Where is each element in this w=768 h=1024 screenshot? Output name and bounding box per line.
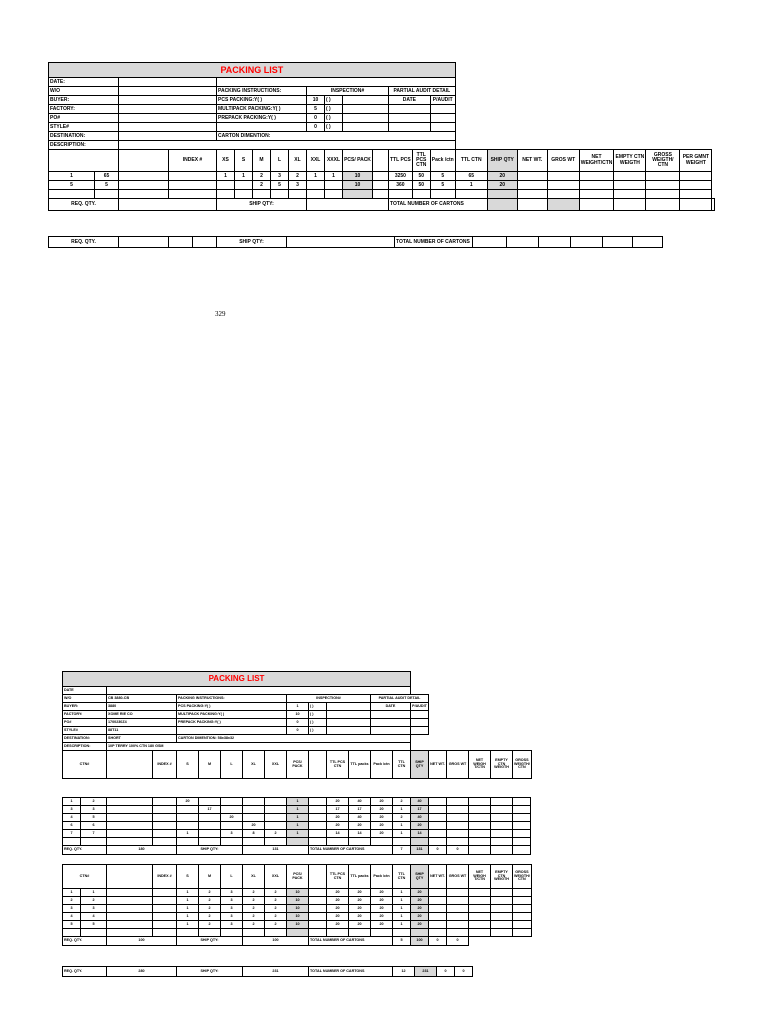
cell-to: 2 [81,897,107,905]
cell-ttl-ctn: 1 [393,889,411,897]
col-xxl: XXL [307,150,325,172]
cell-to: 7 [81,830,107,838]
cell-ship-qty: 20 [411,889,429,897]
col-ctn: CTN# [63,865,107,889]
carton-dimention-label: CARTON DIMENTION: [217,132,456,141]
cell-ship-qty: 20 [411,905,429,913]
cell-from: 1 [63,889,81,897]
cell-s [177,822,199,830]
style-value: 88T11 [107,727,177,735]
req-qty-value: 180 [107,846,177,855]
req-qty-label: REQ. QTY. [63,937,107,946]
table-row [63,921,532,929]
cell-xl: 2 [243,921,265,929]
date-label: DATE: [49,78,119,87]
ship-qty-value: 100 [243,937,309,946]
col-ttl-pcs: TTL PCS [389,150,413,172]
cell-pack-ctn: 20 [371,806,393,814]
col-l: L [271,150,289,172]
cell-xxl: 2 [265,897,287,905]
wo-value: CB 3880-CB [107,695,177,703]
cell-ttl-ctn: 2 [393,798,411,806]
buyer-label: BUYER: [63,703,107,711]
table-row [63,897,532,905]
cell-ttl-ctn: 1 [393,830,411,838]
col-index: INDEX # [153,751,177,779]
cell-xxl [265,814,287,822]
wo-label: W/O [49,87,119,96]
col-pack-ctn: Pack /ctn [371,865,393,889]
pcs-packing-qty: 10 [307,96,325,105]
col-l: L [221,865,243,889]
total-ship-value: 131 [411,846,429,855]
pcs-packing-label: PCS PACKING:Y( ) [177,703,287,711]
table-row: 5 5 2 5 3 10 360 50 5 1 20 [49,181,715,190]
cell-ship-qty: 20 [411,921,429,929]
total-net-value: 0 [429,937,447,946]
cell-l [221,806,243,814]
pass-fail-label: P/AUDIT [430,96,455,105]
total-net-value: 0 [437,967,455,977]
cell-ttl-packs: 20 [349,913,371,921]
cell-l: 3 [221,830,243,838]
description-value: 10P TERRY 100% CTN 180 GSM [107,743,411,751]
table-row [63,905,532,913]
cell-s: 1 [177,897,199,905]
col-index: INDEX # [153,865,177,889]
ship-qty-label: SHIP QTY: [217,237,287,248]
total-cartons-label: TOTAL NUMBER OF CARTONS [309,937,393,946]
cell-pack-ctn: 20 [371,913,393,921]
date-value [119,78,217,87]
col-ttl-ctn: TTL CTN [393,865,411,889]
cell-from: 5 [63,921,81,929]
po-label: PO# [49,114,119,123]
cell-ttl-packs: 20 [349,905,371,913]
pcs-packing-label: PCS PACKING:Y( ) [217,96,307,105]
description-label: DESCRIPTION: [63,743,107,751]
cell-pcs-pack: 1 [287,806,309,814]
cell-xxl [265,806,287,814]
cell-l [221,822,243,830]
buyer-value: 3880 [107,703,177,711]
cell-xxl [265,822,287,830]
col-net-weight-ctn: NET WEIGH T/CTN [469,865,491,889]
col-ship-qty: SHIP QTY [411,865,429,889]
table-row [63,822,531,830]
carton-dimention-label: CARTON DIMENTION: 58x38x32 [177,735,411,743]
grand-total-row [62,966,473,977]
total-gros-value: 0 [447,846,469,855]
req-qty-label: REQ. QTY. [63,846,107,855]
inspection-label: INSPECTION# [287,695,371,703]
cell-xl: 2 [243,897,265,905]
col-pcs-pack: PCS/ PACK [287,865,309,889]
multipack-label: MULTIPACK PACKING:Y( ) [177,711,287,719]
cell-l: 3 [221,921,243,929]
cell-ship-qty: 40 [411,798,429,806]
col-net-weight-ctn: NET WEIGHT/CTN [579,150,614,172]
cell-xl: 2 [243,913,265,921]
cell-pcs-pack: 1 [287,814,309,822]
inspection-label: INSPECTION# [307,87,389,96]
col-net-wt: NET WT. [429,751,447,779]
cell-pcs-pack: 1 [287,830,309,838]
col-ttl-pcs-ctn: TTL PCS CTN [412,150,430,172]
cell-ttl-pcs-ctn: 20 [327,921,349,929]
cell-m: 2 [199,897,221,905]
cell-s: 20 [177,798,199,806]
table-row [63,913,532,921]
cell-ttl-packs: 17 [349,806,371,814]
cell-ttl-packs: 40 [349,798,371,806]
cell-xxl: 2 [265,830,287,838]
ship-qty-value: 131 [243,846,309,855]
cell-pack-ctn: 20 [371,905,393,913]
cell-l [221,798,243,806]
cell-m: 17 [199,806,221,814]
col-ttl-ctn: TTL CTN [455,150,487,172]
req-qty-label: REQ. QTY. [63,967,107,977]
col-xxl: XXL [265,865,287,889]
cell-ttl-packs: 20 [349,889,371,897]
total-cartons-label: TOTAL NUMBER OF CARTONS [395,237,473,248]
cell-from: 7 [63,830,81,838]
cell-ttl-ctn: 1 [393,913,411,921]
buyer-label: BUYER: [49,96,119,105]
cell-pack-ctn: 20 [371,889,393,897]
cell-l: 3 [221,913,243,921]
partial-audit-label: PARTIAL AUDIT DETAIL [371,695,429,703]
cell-ttl-pcs-ctn: 20 [327,798,349,806]
col-gros-wt: GROS WT [547,150,579,172]
cell-ttl-pcs-ctn: 20 [327,897,349,905]
prepack-label: PREPACK PACKING:Y( ) [177,719,287,727]
factory-label: FACTORY: [63,711,107,719]
document-title: PACKING LIST [63,672,411,687]
cell-m: 2 [199,889,221,897]
cell-pcs-pack: 1 [287,822,309,830]
cell-to: 3 [81,905,107,913]
cell-ttl-ctn: 1 [393,921,411,929]
wo-label: W/O [63,695,107,703]
cell-pack-ctn: 20 [371,814,393,822]
cell-xl [243,806,265,814]
total-cartons-label: TOTAL NUMBER OF CARTONS [389,199,488,211]
req-qty-value: 280 [107,967,177,977]
cell-ttl-packs: 40 [349,814,371,822]
table-row [63,830,531,838]
col-s: S [177,865,199,889]
cell-ttl-packs: 20 [349,921,371,929]
cell-xl: 2 [243,905,265,913]
col-net-wt: NET WT. [429,865,447,889]
table-row [63,889,532,897]
cell-ttl-ctn: 1 [393,897,411,905]
cell-ttl-pcs-ctn: 17 [327,806,349,814]
cell-pcs-pack: 10 [287,897,309,905]
cell-pcs-pack: 10 [287,913,309,921]
carton-block-1 [62,797,531,855]
cell-pcs-pack: 1 [287,798,309,806]
date-column-label: DATE [371,703,411,711]
cell-pcs-pack: 10 [287,921,309,929]
cell-s: 1 [177,921,199,929]
cell-ttl-ctn: 2 [393,814,411,822]
cell-xl [243,798,265,806]
date-fill [217,78,456,87]
summary-row-1 [48,236,663,248]
total-cartons-label: TOTAL NUMBER OF CARTONS [309,967,393,977]
cell-ttl-ctn: 1 [393,806,411,814]
cell-to: 3 [81,806,107,814]
cell-to: 2 [81,798,107,806]
col-ttl-packs: TTL packs [349,751,371,779]
total-gros-value: 0 [447,937,469,946]
cell-pcs-pack: 10 [287,889,309,897]
cell-ship-qty: 20 [411,913,429,921]
cell-s [177,814,199,822]
col-pack-ctn: Pack /ctn [371,751,393,779]
col-pcs-pack: PCS/ PACK [287,751,309,779]
col-s: S [235,150,253,172]
cell-s: 1 [177,830,199,838]
cell-ttl-pcs-ctn: 20 [327,905,349,913]
prepack-qty: 0 [307,114,325,123]
cell-ttl-packs: 14 [349,830,371,838]
cell-pack-ctn: 20 [371,921,393,929]
destination-value: SHORT [107,735,177,743]
col-gros-wt: GROS WT [447,865,469,889]
req-qty-label: REQ. QTY. [49,199,119,211]
cell-ship-qty: 20 [411,897,429,905]
cell-xxl: 2 [265,905,287,913]
total-ctn-value: 12 [393,967,415,977]
col-pack-ctn: Pack /ctn [430,150,455,172]
ship-qty-value: 231 [243,967,309,977]
col-gross-weigth-ctn: GROSS WEIGTH/ CTN [513,751,532,779]
col-per-gmnt-weight: PER GMNT WEIGHT [680,150,712,172]
cell-l: 3 [221,905,243,913]
cell-ttl-packs: 20 [349,897,371,905]
cell-to: 6 [81,822,107,830]
multipack-qty: 5 [307,105,325,114]
col-m: M [253,150,271,172]
cell-ttl-pcs-ctn: 20 [327,913,349,921]
col-xl: XL [243,751,265,779]
cell-m [199,830,221,838]
cell-from: 2 [63,897,81,905]
col-net-weight-ctn: NET WEIGH T/CTN [469,751,491,779]
col-pcs-pack: PCS/ PACK [343,150,373,172]
col-ttl-pcs-ctn: TTL PCS CTN [327,865,349,889]
cell-m: 2 [199,905,221,913]
ship-qty-label: SHIP QTY: [177,846,243,855]
col-xs: XS [217,150,235,172]
cell-xl [243,814,265,822]
col-ttl-ctn: TTL CTN [393,751,411,779]
cell-xxl [265,798,287,806]
cell-ttl-pcs-ctn: 14 [327,830,349,838]
table-row [63,806,531,814]
style-label: STYLE# [63,727,107,735]
total-ctn-value: 7 [393,846,411,855]
table-row [63,814,531,822]
destination-label: DESTINATION: [49,132,119,141]
cell-from: 4 [63,814,81,822]
col-ship-qty: SHIP QTY [487,150,517,172]
col-xl: XL [289,150,307,172]
col-ttl-packs: TTL packs [349,865,371,889]
cell-pack-ctn: 20 [371,798,393,806]
table-row [63,798,531,806]
col-ship-qty: SHIP QTY [411,751,429,779]
partial-audit-label: PARTIAL AUDIT DETAIL [389,87,456,96]
col-empty-ctn-weigth: EMPTY CTN WEIGTH [491,865,513,889]
col-empty-ctn-weigth: EMPTY CTN WEIGTH [614,150,646,172]
total-gros-value: 0 [455,967,473,977]
cell-to: 5 [81,814,107,822]
ship-qty-label: SHIP QTY: [217,199,307,211]
cell-m: 2 [199,921,221,929]
ship-qty-label: SHIP QTY: [177,937,243,946]
cell-s: 1 [177,905,199,913]
packing-instructions-label: PACKING INSTRUCTIONS: [217,87,307,96]
cell-ttl-pcs-ctn: 20 [327,822,349,830]
factory-value: XOME RIE CO [107,711,177,719]
cell-ship-qty: 17 [411,806,429,814]
total-cartons-label: TOTAL NUMBER OF CARTONS [309,846,393,855]
table-row: 1 65 1 1 2 3 2 1 1 10 3250 50 5 65 20 [49,172,715,181]
cell-l: 3 [221,897,243,905]
cell-pcs-pack: 10 [287,905,309,913]
cell-ship-qty: 14 [411,830,429,838]
col-gross-weigth-ctn: GROSS WEIGTH/ CTN [646,150,680,172]
col-m: M [199,751,221,779]
cell-xxl: 2 [265,921,287,929]
total-ship-value: 231 [415,967,437,977]
cell-xl: 20 [243,822,265,830]
cell-pack-ctn: 20 [371,830,393,838]
cell-pack-ctn: 20 [371,822,393,830]
cell-m [199,814,221,822]
document-title: PACKING LIST [49,63,456,78]
cell-xxl: 2 [265,913,287,921]
pass-fail-label: P/AUDIT [411,703,429,711]
cell-from: 6 [63,822,81,830]
cell-to: 5 [81,921,107,929]
col-empty-ctn-weigth: EMPTY CTN WEIGTH [491,751,513,779]
cell-to: 4 [81,913,107,921]
cell-from: 3 [63,806,81,814]
total-ctn-value: 5 [393,937,411,946]
col-index: INDEX # [169,150,217,172]
ship-qty-label: SHIP QTY: [177,967,243,977]
col-gros-wt: GROS WT [447,751,469,779]
cell-pack-ctn: 20 [371,897,393,905]
cell-ttl-ctn: 1 [393,905,411,913]
req-qty-label: REQ. QTY. [49,237,119,248]
cell-l: 3 [221,889,243,897]
po-value: 1700230Z4 [107,719,177,727]
po-label: PO# [63,719,107,727]
cell-m [199,798,221,806]
cell-s: 1 [177,889,199,897]
page-number: 329 [215,310,226,318]
col-xxxl: XXXL [325,150,343,172]
cell-from: 1 [63,798,81,806]
cell-m [199,822,221,830]
total-ship-value: 100 [411,937,429,946]
cell-s [177,806,199,814]
cell-ttl-ctn: 1 [393,822,411,830]
date-label: DATE [63,687,107,695]
col-net-wt: NET WT. [517,150,547,172]
col-ctn: CTN# [63,751,107,779]
cell-ship-qty: 20 [411,822,429,830]
cell-ttl-pcs-ctn: 20 [327,889,349,897]
cell-to: 1 [81,889,107,897]
packing-instructions-label: PACKING INSTRUCTIONS: [177,695,287,703]
prepack-label: PREPACK PACKING:Y( ) [217,114,307,123]
date-column-label: DATE [389,96,431,105]
cell-ttl-packs: 20 [349,822,371,830]
extra-qty: 0 [307,123,325,132]
col-s: S [177,751,199,779]
multipack-label: MULTIPACK PACKING:Y( ) [217,105,307,114]
col-xl: XL [243,865,265,889]
cell-xl: 8 [243,830,265,838]
cell-from: 4 [63,913,81,921]
cell-xxl: 2 [265,889,287,897]
col-ttl-pcs-ctn: TTL PCS CTN [327,751,349,779]
total-net-value: 0 [429,846,447,855]
carton-block-2 [62,864,532,946]
cell-s: 1 [177,913,199,921]
col-l: L [221,751,243,779]
col-xxl: XXL [265,751,287,779]
cell-l: 20 [221,814,243,822]
cell-xl: 2 [243,889,265,897]
cell-from: 3 [63,905,81,913]
col-gross-weigth-ctn: GROSS WEIGTH/ CTN [513,865,532,889]
destination-label: DESTINATION: [63,735,107,743]
col-m: M [199,865,221,889]
req-qty-value: 100 [107,937,177,946]
packing-list-1: PACKING LIST DATE: W/O PACKING INSTRUCTIONS: INSPECTION# PARTIAL AUDIT DETAIL BUYER: PCS PACKING:Y( ) 10 ( ) DATE P/AUDIT FACTORY: MULTIPACK PACKING:Y( ) 5 ( ) PO# PREPACK PACKING:Y( ) 0 ( ) STYLE# 0 ( ) DESTINATION: CARTON DIMENTION: DESCRIPTION: INDEX # XS S M L XL XXL XXXL PCS/ PACK TTL PCS TTL PCS CTN Pack /ctn TTL CTN SHIP QTY NET WT. GROS WT NET WEIGHT/CTN EMPTY CTN WEIGTH GROSS WEIGTH/ CTN PER GMNT WEIGHT 1 65 1 1 2 3 2 1 1 10 3250 50 5 65 20 5 5 2 5 3 10 360 50 5 1 20 REQ. QTY. SHIP QTY: TOTAL NUMBER OF CARTONS [48,62,715,211]
cell-m: 2 [199,913,221,921]
cell-ship-qty: 40 [411,814,429,822]
factory-label: FACTORY: [49,105,119,114]
style-label: STYLE# [49,123,119,132]
description-label: DESCRIPTION: [49,141,119,150]
cell-ttl-pcs-ctn: 20 [327,814,349,822]
packing-list-2: PACKING LIST DATE W/O CB 3880-CB PACKING INSTRUCTIONS: INSPECTION# PARTIAL AUDIT DETAIL BUYER: 3880 PCS PACKING:Y( ) 1 ( ) DATE P/AUDIT FACTORY: XOME RIE CO MULTIPACK PACKING:Y( ) 10 ( ) PO# 1700230Z4 PREPACK PACKING:Y( ) 0 ( ) STYLE# 88T11 0 ( ) DESTINATION: SHORT CARTON DIMENTION: 58x38x32 DESCRIPTION: 10P TERRY 100% CTN 180 GSM CTN# INDEX # S M L XL XXL PCS/ PACK TTL PCS CTN TTL packs Pack /ctn TTL CTN SHIP QTY NET WT. GROS WT NET WEIGH T/CTN EMPTY CTN WEIGTH GROSS WEIGTH/ CTN [62,671,532,779]
